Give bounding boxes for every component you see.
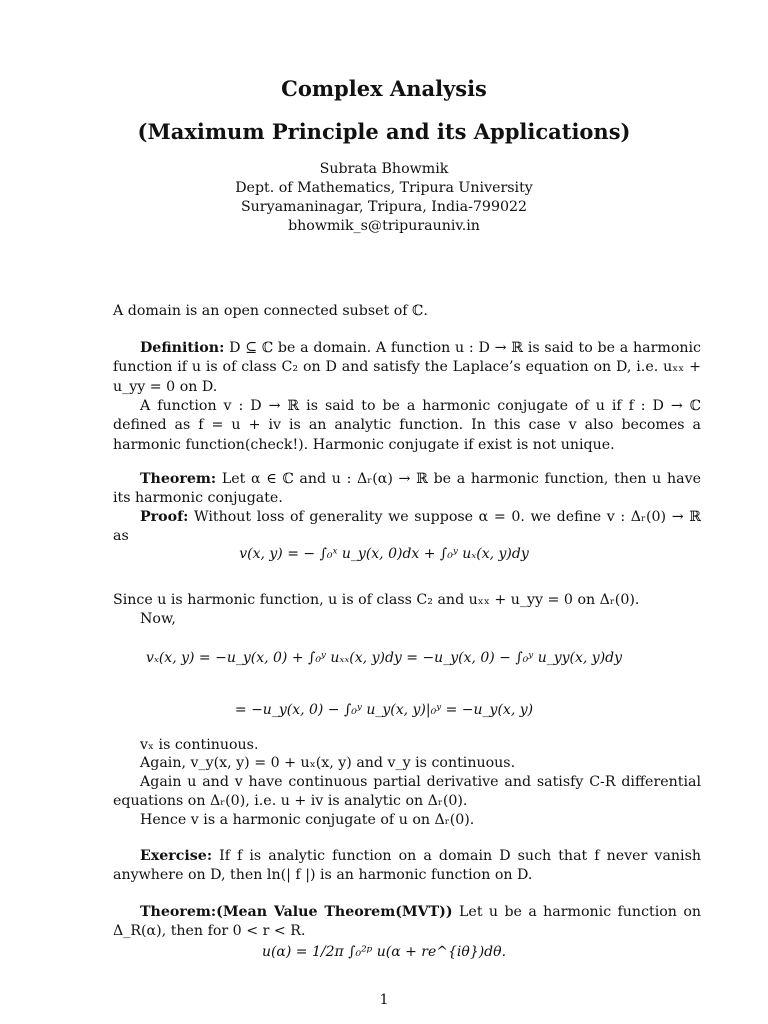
exercise-text: If f is analytic function on a domain D such that f never vanish anywhere on D, then ln(| f |) is an harmonic function on D. [113, 848, 701, 884]
intro-paragraph: A domain is an open connected subset of ℂ. [113, 303, 428, 319]
document-title: Complex Analysis [281, 76, 487, 101]
page-number: 1 [379, 992, 389, 1008]
theorem-paragraph [113, 470, 701, 509]
proof-line-vy: Again, v_y(x, y) = 0 + uₓ(x, y) and v_y is continuous. [140, 755, 516, 771]
document-subtitle: (Maximum Principle and its Applications) [137, 119, 631, 144]
exercise-paragraph [113, 847, 701, 886]
proof-line-vx-continuous: vₓ is continuous. [140, 737, 259, 753]
author-block [0, 160, 768, 236]
definition-text: D ⊆ ℂ be a domain. A function u : D → ℝ is said to be a harmonic function if u is of class C₂ on D and satisfy the Laplace’s equation on D, i.e. uₓₓ + u_yy = 0 on D. [113, 340, 701, 395]
author-address: Suryamaninagar, Tripura, India-799022 [240, 199, 528, 215]
definition-paragraph [113, 339, 701, 397]
since-paragraph: Since u is harmonic function, u is of class C₂ and uₓₓ + u_yy = 0 on Δᵣ(0). [113, 592, 640, 608]
theorem-text: Let α ∈ ℂ and u : Δᵣ(α) → ℝ be a harmonic function, then u have its harmonic conjugate. [113, 471, 701, 507]
mvt-equation: u(α) = 1/2π ∫₀²ᵖ u(α + re^{iθ})dθ. [261, 944, 507, 960]
proof-text: Without loss of generality we suppose α = 0. we define v : Δᵣ(0) → ℝ as [113, 509, 701, 545]
now-line: Now, [140, 611, 176, 627]
proof-paragraph [113, 508, 701, 547]
equation-v-definition: v(x, y) = − ∫₀ˣ u_y(x, 0)dx + ∫₀ʸ uₓ(x, y)dy [239, 546, 529, 562]
mvt-label: Theorem:(Mean Value Theorem(MVT)) [140, 904, 453, 920]
proof-label: Proof: [140, 509, 189, 525]
exercise-label: Exercise: [140, 848, 213, 864]
harmonic-conjugate-paragraph: A function v : D → ℝ is said to be a harmonic conjugate of u if f : D → ℂ defined as f = u + iv is an analytic function. In this case v also becomes a harmonic function(check!). Harmonic conjugate if exist is not unique. [113, 398, 701, 453]
author-affiliation: Dept. of Mathematics, Tripura University [235, 180, 533, 196]
equation-vx-line1: vₓ(x, y) = −u_y(x, 0) + ∫₀ʸ uₓₓ(x, y)dy = −u_y(x, 0) − ∫₀ʸ u_yy(x, y)dy [145, 650, 623, 666]
theorem-label: Theorem: [140, 471, 217, 487]
proof-line-conclusion: Hence v is a harmonic conjugate of u on Δᵣ(0). [140, 812, 475, 828]
author-name: Subrata Bhowmik [319, 161, 449, 177]
author-email: bhowmik_s@tripurauniv.in [288, 218, 480, 234]
mvt-paragraph [113, 903, 701, 942]
equation-vx-line2: = −u_y(x, 0) − ∫₀ʸ u_y(x, y)|₀ʸ = −u_y(x, y) [234, 702, 534, 718]
mvt-text: Let u be a harmonic function on Δ_R(α), then for 0 < r < R. [113, 904, 701, 940]
proof-line-cr: Again u and v have continuous partial derivative and satisfy C-R differential equations on Δᵣ(0), i.e. u + iv is analytic on Δᵣ(0). [113, 774, 701, 810]
definition-label: Definition: [140, 340, 225, 356]
